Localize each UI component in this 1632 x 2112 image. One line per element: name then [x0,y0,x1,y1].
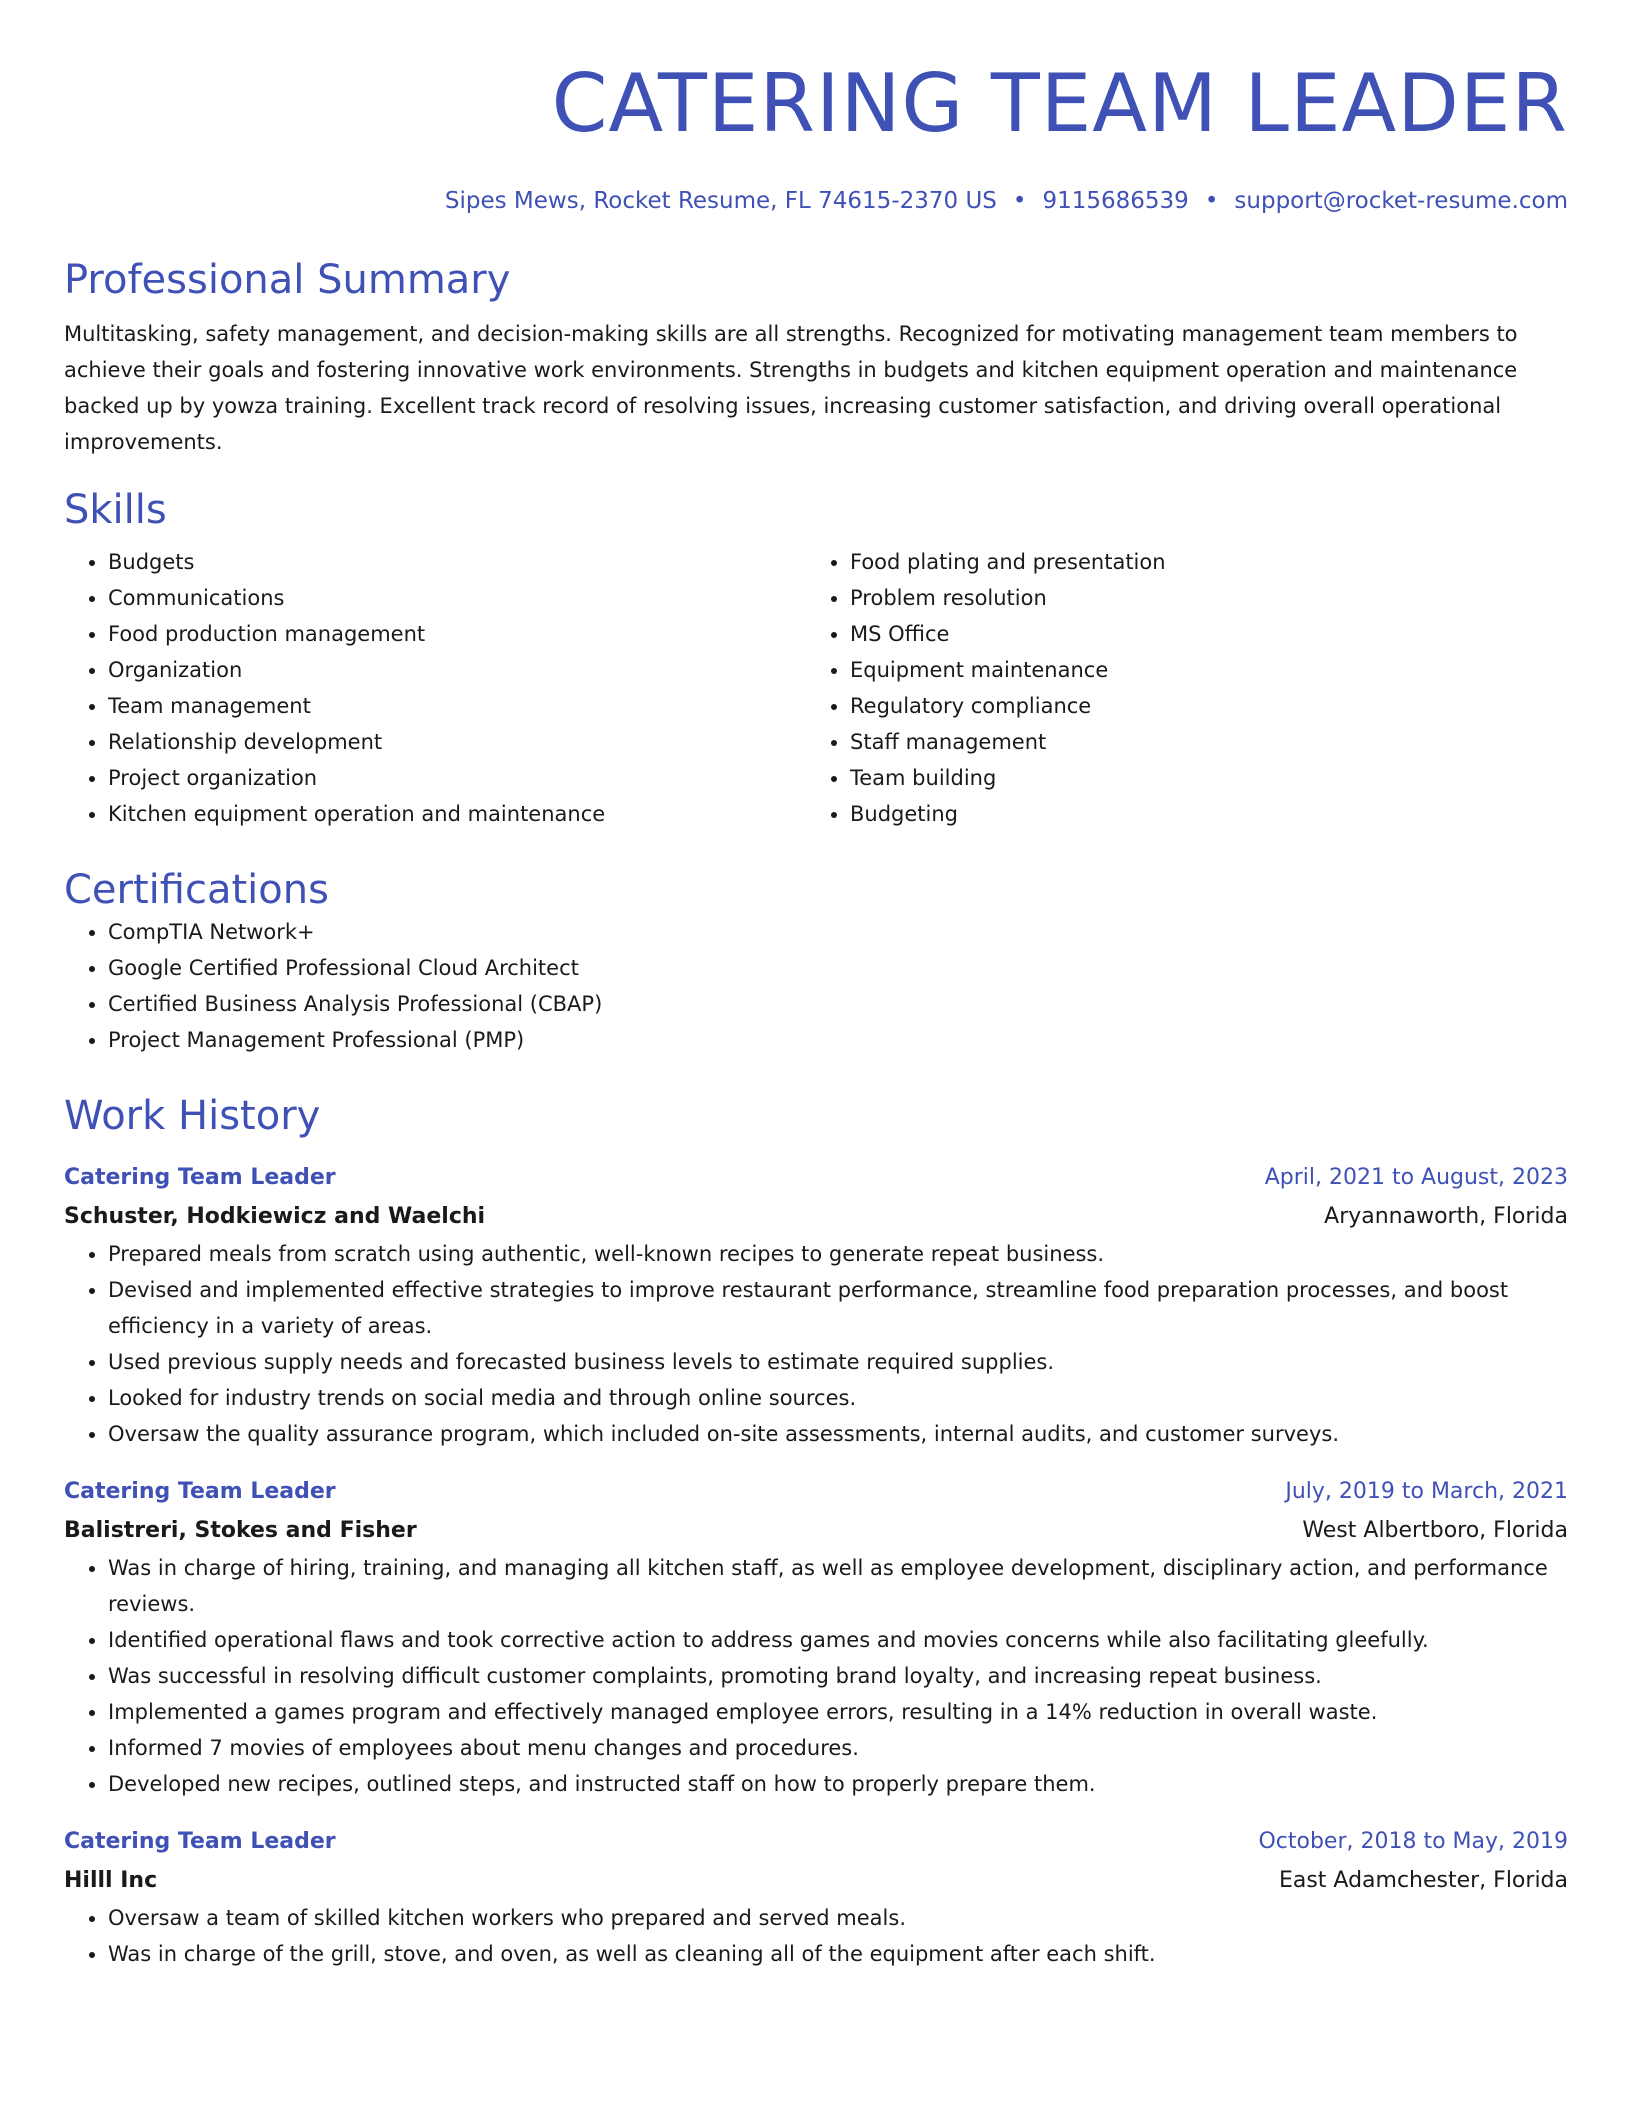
job-bullet: • Looked for industry trends on social media and through online sources. [108,1380,1568,1416]
job-bullet: • Was successful in resolving difficult customer complaints, promoting brand loyalty, and increasing repeat business. [108,1658,1568,1694]
skill-item: • Food production management [108,616,806,652]
job-title-row [64,1158,1568,1198]
job-bullet: • Oversaw a team of skilled kitchen workers who prepared and served meals. [108,1900,1568,1936]
work-history-list [64,1158,1568,1972]
job-title: Catering Team Leader [64,1165,336,1190]
job-bullet: • Was in charge of the grill, stove, and oven, as well as cleaning all of the equipment after each shift. [108,1936,1568,1972]
job-company-row [64,1512,1568,1550]
job-location: East Adamchester, Florida [1278,1868,1568,1893]
job-bullet-list [64,1236,1568,1452]
certification-item: • CompTIA Network+ [108,914,1568,950]
skill-item: • Staff management [850,724,1548,760]
work-history-heading: Work History [64,1093,321,1139]
skill-item: • Equipment maintenance [850,652,1548,688]
certification-item: • Certified Business Analysis Professional (CBAP) [108,986,1568,1022]
contact-phone: 9115686539 [1042,188,1189,214]
skill-item: • Relationship development [108,724,806,760]
summary-text: Multitasking, safety management, and decision-making skills are all strengths. Recognized for motivating management team members to achieve their goals and fostering innovative work environments. Strengths in budgets and kitchen equipment operation and maintenance backed up by yowza training. Excellent track record of resolving issues, increasing customer satisfaction, and driving overall operational improvements. [64,322,1518,454]
certifications-list [64,914,1568,1058]
skill-item: • Project organization [108,760,806,796]
contact-line [64,186,1568,216]
job-company-row [64,1198,1568,1236]
skills-heading: Skills [64,487,167,533]
job-title-row [64,1472,1568,1512]
job-bullet-list [64,1900,1568,1972]
job-dates: April, 2021 to August, 2023 [1264,1165,1568,1190]
job-bullet: • Identified operational flaws and took corrective action to address games and movies concerns while also facilitating gleefully. [108,1622,1568,1658]
skill-item: • MS Office [850,616,1548,652]
skill-item: • Team management [108,688,806,724]
skill-item: • Problem resolution [850,580,1548,616]
skills-column-left [64,544,806,832]
certification-item: • Project Management Professional (PMP) [108,1022,1568,1058]
job-dates: October, 2018 to May, 2019 [1258,1829,1568,1854]
job-entry [64,1158,1568,1452]
job-location: West Albertboro, Florida [1302,1518,1568,1543]
job-bullet: • Devised and implemented effective strategies to improve restaurant performance, streamline food preparation processes, and boost efficiency in a variety of areas. [108,1272,1568,1344]
certification-item: • Google Certified Professional Cloud Architect [108,950,1568,986]
job-bullet: • Oversaw the quality assurance program, which included on-site assessments, internal audits, and customer surveys. [108,1416,1568,1452]
contact-email[interactable]: support@rocket-resume.com [1234,188,1568,214]
job-dates: July, 2019 to March, 2021 [1285,1479,1568,1504]
skills-list-left [64,544,806,832]
skills-grid [64,544,1568,832]
skill-item: • Communications [108,580,806,616]
job-title-row [64,1822,1568,1862]
job-bullet-list [64,1550,1568,1802]
skills-column-right [806,544,1548,832]
job-bullet: • Used previous supply needs and forecasted business levels to estimate required supplies. [108,1344,1568,1380]
job-company-row [64,1862,1568,1900]
skill-item: • Budgets [108,544,806,580]
skill-item: • Food plating and presentation [850,544,1548,580]
contact-separator: • [1204,188,1219,214]
certifications-heading: Certifications [64,867,329,913]
job-company: Balistreri, Stokes and Fisher [64,1518,417,1543]
job-bullet: • Prepared meals from scratch using authentic, well-known recipes to generate repeat business. [108,1236,1568,1272]
job-bullet: • Was in charge of hiring, training, and managing all kitchen staff, as well as employee development, disciplinary action, and performance reviews. [108,1550,1568,1622]
skill-item: • Kitchen equipment operation and maintenance [108,796,806,832]
skill-item: • Regulatory compliance [850,688,1548,724]
contact-separator: • [1012,188,1027,214]
summary-heading: Professional Summary [64,257,511,303]
job-bullet: • Implemented a games program and effectively managed employee errors, resulting in a 14% reduction in overall waste. [108,1694,1568,1730]
job-entry [64,1472,1568,1802]
job-location: Aryannaworth, Florida [1324,1204,1568,1229]
skill-item: • Team building [850,760,1548,796]
job-entry [64,1822,1568,1972]
job-bullet: • Informed 7 movies of employees about menu changes and procedures. [108,1730,1568,1766]
resume-name-heading: CATERING TEAM LEADER [551,57,1568,150]
skills-list-right [806,544,1548,832]
skill-item: • Budgeting [850,796,1548,832]
contact-address: Sipes Mews, Rocket Resume, FL 74615-2370 US [444,188,997,214]
job-title: Catering Team Leader [64,1829,336,1854]
job-title: Catering Team Leader [64,1479,336,1504]
job-company: Hilll Inc [64,1868,158,1893]
skill-item: • Organization [108,652,806,688]
job-company: Schuster, Hodkiewicz and Waelchi [64,1204,486,1229]
job-bullet: • Developed new recipes, outlined steps, and instructed staff on how to properly prepare them. [108,1766,1568,1802]
